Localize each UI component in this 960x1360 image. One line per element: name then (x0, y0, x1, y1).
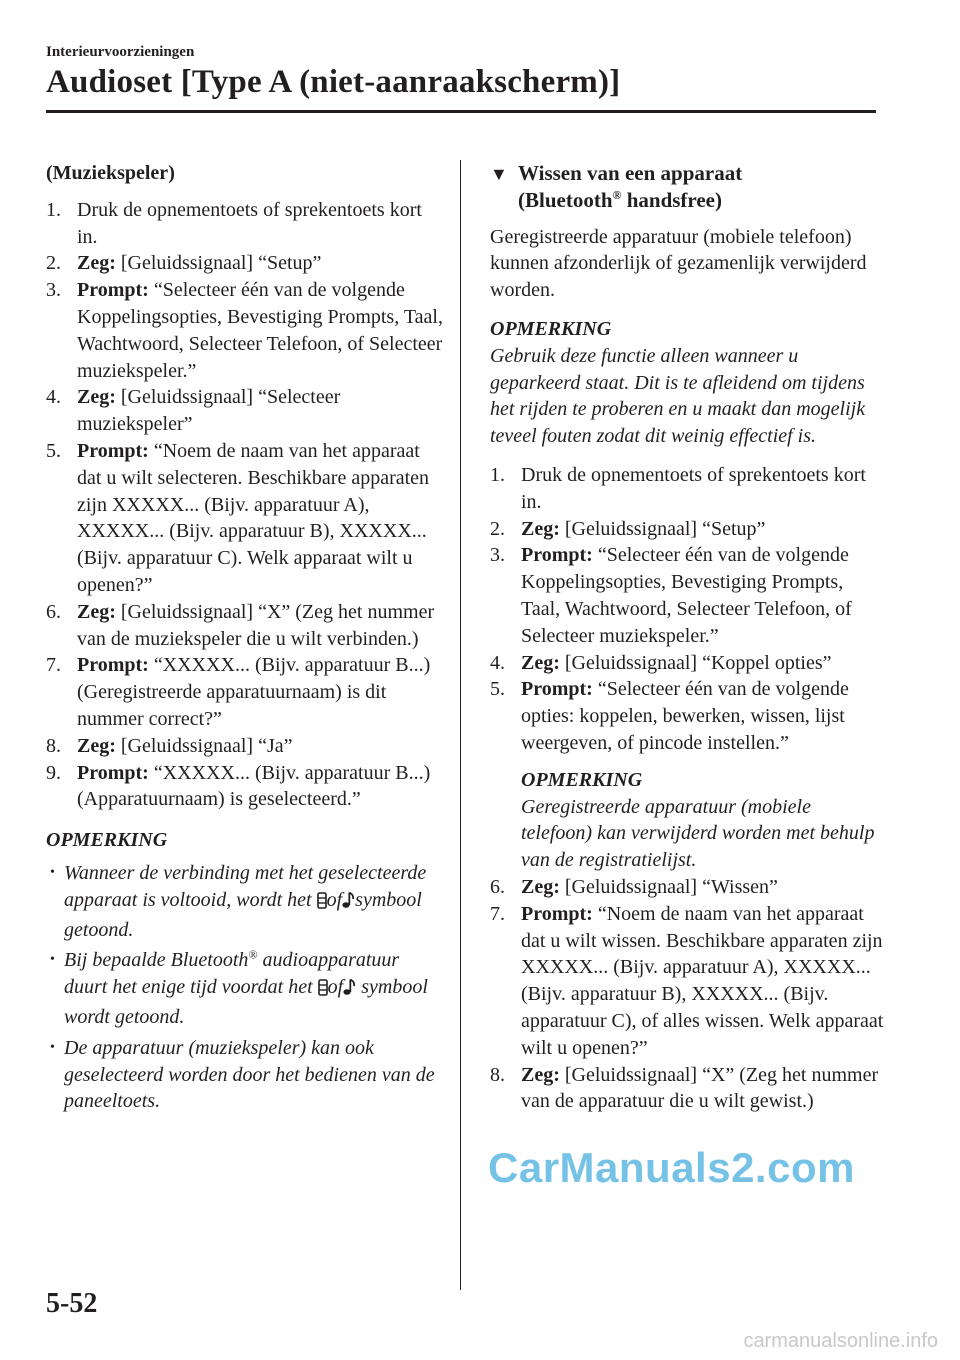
step-item (46, 384, 444, 438)
header-rule (46, 110, 876, 113)
section-heading (490, 160, 886, 214)
note-heading: OPMERKING (521, 768, 643, 791)
step-number: 9. (46, 761, 61, 784)
step-item (490, 516, 886, 543)
page-title: Audioset [Type A (niet-aanraakscherm)] (46, 64, 621, 100)
bullet-text: audioapparatuur duurt het enige tijd voordat het (64, 949, 400, 999)
step-text: “XXXXX... (Bijv. apparatuur B...) (Geregistreerde apparatuurnaam) is dit nummer correct?” (77, 654, 431, 730)
step-number: 3. (46, 279, 61, 302)
step-number: 7. (490, 902, 505, 925)
step-number: 1. (46, 198, 61, 221)
steps-list (490, 462, 886, 757)
step-item (46, 652, 444, 732)
step-number: 5. (46, 439, 61, 462)
step-item (46, 438, 444, 599)
step-text: [Geluidssignaal] “Setup” (559, 517, 766, 540)
steps-list (46, 197, 444, 813)
step-keyword: Zeg: (77, 734, 116, 757)
section-label: Interieurvoorzieningen (46, 44, 195, 60)
bullet-text: symbool wordt getoond. (64, 976, 428, 1028)
step-item (490, 1062, 886, 1116)
note-bullet (46, 860, 444, 943)
step-text: [Geluidssignaal] “Setup” (115, 252, 322, 275)
step-keyword: Zeg: (521, 875, 560, 898)
phone-icon (317, 890, 327, 917)
note-heading: OPMERKING (46, 829, 168, 852)
inline-note (490, 767, 886, 874)
intro-paragraph: Geregistreerde apparatuur (mobiele telefoon) kunnen afzonderlijk of gezamenlijk verwijderd worden. (490, 225, 867, 302)
watermark-logo: CarManuals2.com (488, 1144, 855, 1191)
step-item (490, 542, 886, 649)
step-keyword: Zeg: (77, 386, 116, 409)
note-body: Geregistreerde apparatuur (mobiele telefoon) kan verwijderd worden met behulp van de registratielijst. (521, 795, 875, 872)
column-divider (460, 160, 461, 1290)
step-item (490, 650, 886, 677)
steps-list (490, 874, 886, 1115)
step-number: 8. (46, 734, 61, 757)
step-text: [Geluidssignaal] “Selecteer muziekspeler” (77, 386, 341, 436)
step-text: “Noem de naam van het apparaat dat u wilt wissen. Beschikbare apparaten zijn XXXXX... (Bijv. apparatuur A), XXXXX... (Bijv. apparatuur B), XXXXX... (Bijv. apparatuur C), of alles wissen. Welk apparaat wilt u openen?” (521, 902, 884, 1059)
note-bullets (46, 860, 444, 1115)
bullet-text: Bij bepaalde Bluetooth (64, 949, 249, 972)
step-keyword: Zeg: (521, 651, 560, 674)
note-bullet: • De apparatuur (muziekspeler) kan ook geselecteerd worden door het bedienen van de paneeltoets. (46, 1035, 444, 1115)
step-keyword: Prompt: (77, 654, 149, 677)
step-number: 4. (490, 651, 505, 674)
step-number: 2. (490, 517, 505, 540)
step-keyword: Zeg: (77, 600, 116, 623)
step-text: [Geluidssignaal] “X” (Zeg het nummer van de muziekspeler die u wilt verbinden.) (77, 600, 435, 650)
step-keyword: Prompt: (521, 544, 593, 567)
step-item (46, 277, 444, 384)
step-item (46, 760, 444, 814)
step-number: 2. (46, 252, 61, 275)
note-body: Gebruik deze functie alleen wanneer u geparkeerd staat. Dit is te afleidend om tijdens het rijden te proberen en u maakt dan mogelijk teveel fouten zodat dit weinig effectief is. (490, 344, 866, 448)
step-text: [Geluidssignaal] “Koppel opties” (559, 651, 832, 674)
step-number: 4. (46, 386, 61, 409)
bullet-text: of (326, 888, 343, 911)
step-number: 6. (490, 875, 505, 898)
section-heading-line1: Wissen van een apparaat (518, 161, 743, 185)
step-text: “Selecteer één van de volgende Koppelingsopties, Bevestiging Prompts, Taal, Wachtwoord, Selecteer Telefoon, of Selecteer muziekspeler.” (521, 544, 852, 647)
right-column (490, 160, 886, 1115)
step-text: “Selecteer één van de volgende opties: koppelen, bewerken, wissen, lijst weergeven, of pincode instellen.” (521, 678, 849, 754)
music-note-icon (343, 977, 356, 1004)
step-keyword: Zeg: (521, 1063, 560, 1086)
step-keyword: Prompt: (77, 279, 149, 302)
step-number: 3. (490, 544, 505, 567)
step-keyword: Prompt: (77, 761, 149, 784)
step-text: [Geluidssignaal] “Ja” (115, 734, 293, 757)
step-keyword: Zeg: (521, 517, 560, 540)
page-number: 5-52 (46, 1288, 98, 1319)
step-item (490, 901, 886, 1062)
step-item (490, 462, 886, 516)
step-text: [Geluidssignaal] “Wissen” (559, 875, 778, 898)
step-item (490, 874, 886, 901)
step-number: 1. (490, 463, 505, 486)
step-keyword: Zeg: (77, 252, 116, 275)
step-text: “Noem de naam van het apparaat dat u wilt selecteren. Beschikbare apparaten zijn XXXXX... (Bijv. apparatuur A), XXXXX... (Bijv. apparatuur B), XXXXX... (Bijv. apparatuur C). Welk apparaat wilt u openen?” (77, 439, 430, 596)
section-heading-line2: (Bluetooth (518, 187, 613, 212)
step-number: 6. (46, 600, 61, 623)
phone-icon (318, 977, 328, 1004)
step-item (46, 250, 444, 277)
step-item (490, 676, 886, 756)
step-text: “Selecteer één van de volgende Koppelingsopties, Bevestiging Prompts, Taal, Wachtwoord, Selecteer Telefoon, of Selecteer muziekspeler.” (77, 279, 443, 382)
subsection-heading: (Muziekspeler) (46, 162, 175, 184)
music-note-icon (342, 890, 355, 917)
section-heading-line2: handsfree) (621, 187, 722, 212)
bullet-text: Wanneer de verbinding met het geselecteerde apparaat is voltooid, wordt het (64, 861, 427, 911)
triangle-down-icon: ▼ (490, 164, 508, 184)
bullet-text: of (327, 976, 344, 999)
step-keyword: Prompt: (521, 678, 593, 701)
step-keyword: Prompt: (77, 439, 149, 462)
step-number: 8. (490, 1063, 505, 1086)
step-item (46, 733, 444, 760)
registered-mark: ® (612, 187, 622, 202)
step-number: 7. (46, 654, 61, 677)
step-text: [Geluidssignaal] “X” (Zeg het nummer van de apparatuur die u wilt gewist.) (521, 1063, 879, 1113)
step-text: “XXXXX... (Bijv. apparatuur B...) (Apparatuurnaam) is geselecteerd.” (77, 761, 431, 811)
step-item (46, 197, 444, 251)
step-keyword: Prompt: (521, 902, 593, 925)
note-bullet (46, 947, 444, 1030)
step-number: 5. (490, 678, 505, 701)
step-text: Druk de opnementoets of sprekentoets kort in. (77, 198, 422, 248)
note-heading: OPMERKING (490, 317, 612, 340)
left-column (46, 160, 444, 1119)
watermark-site: carmanualsonline.info (743, 1330, 938, 1352)
bullet-text: symbool getoond. (64, 888, 422, 941)
registered-mark: ® (248, 947, 258, 962)
step-text: Druk de opnementoets of sprekentoets kort in. (521, 463, 866, 513)
step-item (46, 599, 444, 653)
